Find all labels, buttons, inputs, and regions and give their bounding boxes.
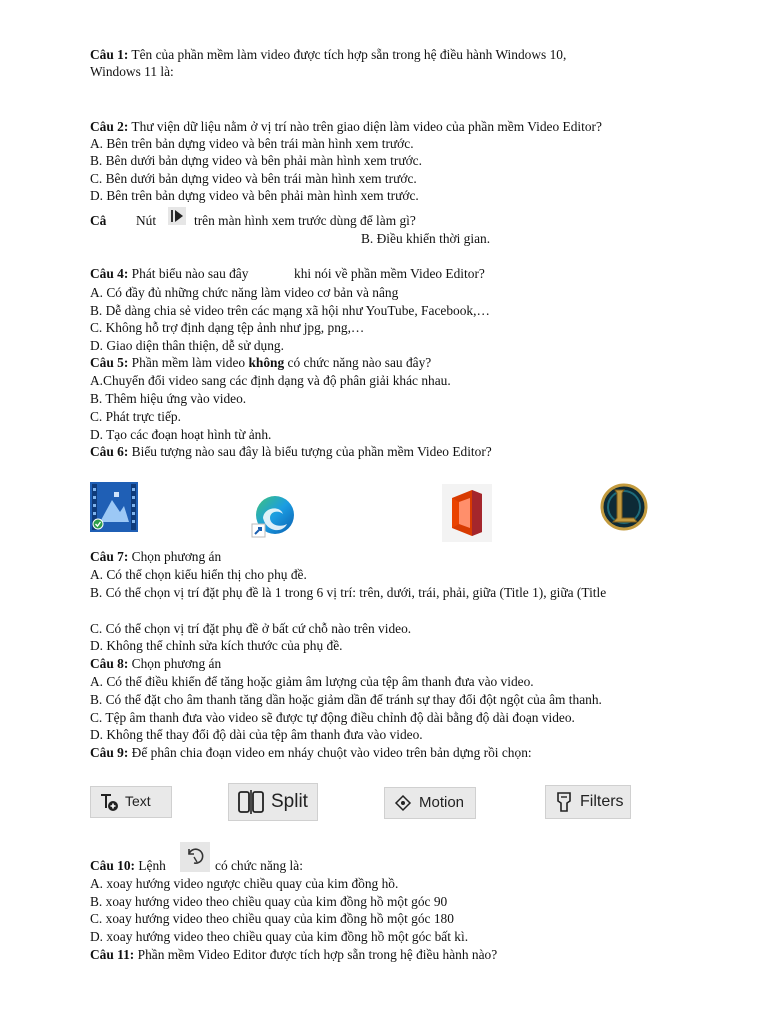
question-5: [90, 354, 431, 371]
motion-button-label: Motion: [419, 794, 465, 812]
text-add-icon: [99, 792, 119, 812]
motion-icon: [393, 793, 413, 813]
option-b: B. Điều khiển thời gian.: [361, 231, 491, 246]
filters-button-label: Filters: [580, 793, 624, 811]
option-a: A.Chuyển đổi video sang các định dạng và độ phân giải khác nhau.: [90, 373, 451, 388]
question-1: [90, 46, 566, 63]
question-label: Câu 9:: [90, 745, 129, 760]
question-text: Nút: [136, 213, 157, 228]
option-c: C. Phát trực tiếp.: [90, 409, 181, 424]
question-text: khi nói về phần mềm Video Editor?: [294, 266, 485, 281]
question-label: Câ: [90, 213, 107, 228]
question-9: [90, 744, 532, 761]
question-text: có chức năng nào sau đây?: [284, 355, 432, 370]
question-text: Lệnh: [135, 858, 166, 873]
option-a: A. xoay hướng video ngược chiều quay của kim đồng hồ.: [90, 876, 399, 891]
question-6: [90, 443, 492, 460]
option-c: C. Bên dưới bản dựng video và bên trái màn hình xem trước.: [90, 171, 417, 186]
rotate-icon: [180, 842, 210, 872]
question-11: [90, 946, 497, 963]
question-text: Chọn phương án: [128, 656, 222, 671]
option-c: C. Tệp âm thanh đưa vào video sẽ được tự động điều chỉnh độ dài bằng độ dài đoạn video.: [90, 710, 575, 725]
option-c: C. Có thể chọn vị trí đặt phụ đề ở bất cứ chỗ nào trên video.: [90, 621, 412, 636]
question-label: Câu 1:: [90, 47, 129, 62]
option-b: B. xoay hướng video theo chiều quay của kim đồng hồ một góc 90: [90, 894, 448, 909]
split-button[interactable]: [228, 783, 318, 821]
question-2: [90, 118, 602, 135]
question-label: Câu 7:: [90, 549, 129, 564]
option-a: A. Có thể chọn kiểu hiển thị cho phụ đề.: [90, 567, 307, 582]
question-label: Câu 10:: [90, 858, 136, 873]
option-b: B. Có thể đặt cho âm thanh tăng dần hoặc giảm dần để tránh sự thay đổi đột ngột của âm thanh.: [90, 692, 602, 707]
option-c: C. xoay hướng video theo chiều quay của kim đồng hồ một góc 180: [90, 911, 454, 926]
office-icon: [442, 484, 492, 542]
option-d: D. Không thể thay đổi độ dài của tệp âm thanh đưa vào video.: [90, 727, 423, 742]
question-7: [90, 548, 221, 565]
filters-button[interactable]: [545, 785, 631, 819]
option-d: D. xoay hướng video theo chiều quay của kim đồng hồ một góc bất kì.: [90, 929, 469, 944]
question-text-continued: Windows 11 là:: [90, 64, 174, 79]
option-d: D. Giao diện thân thiện, dễ sử dụng.: [90, 338, 284, 353]
question-10: [90, 857, 166, 874]
edge-icon: [250, 494, 298, 540]
question-text: Phần mềm Video Editor được tích hợp sẵn trong hệ điều hành nào?: [134, 947, 498, 962]
question-label: Câu 4:: [90, 266, 129, 281]
option-a: A. Có đầy đủ những chức năng làm video cơ bản và nâng: [90, 285, 399, 300]
option-b: B. Dễ dàng chia sẻ video trên các mạng xã hội như YouTube, Facebook,…: [90, 303, 490, 318]
filters-icon: [554, 791, 574, 813]
question-text: Để phân chia đoạn video em nháy chuột vào video trên bản dựng rồi chọn:: [128, 745, 532, 760]
question-3: [90, 212, 106, 229]
option-b: B. Bên dưới bản dựng video và bên phải màn hình xem trước.: [90, 153, 422, 168]
question-label: Câu 2:: [90, 119, 129, 134]
question-label: Câu 6:: [90, 444, 129, 459]
question-text: Tên của phần mềm làm video được tích hợp sẵn trong hệ điều hành Windows 10,: [128, 47, 567, 62]
text-button-label: Text: [125, 793, 151, 810]
split-icon: [237, 789, 265, 815]
play-icon: [168, 207, 186, 225]
question-label: Câu 8:: [90, 656, 129, 671]
option-d: D. Tạo các đoạn hoạt hình từ ảnh.: [90, 427, 272, 442]
question-text: Biểu tượng nào sau đây là biểu tượng của phần mềm Video Editor?: [128, 444, 492, 459]
question-8: [90, 655, 221, 672]
question-text-bold: không: [248, 355, 285, 370]
question-text: có chức năng là:: [215, 858, 303, 873]
question-text: Phát biểu nào sau đây: [128, 266, 249, 281]
option-a: A. Có thể điều khiển để tăng hoặc giảm âm lượng của tệp âm thanh đưa vào video.: [90, 674, 534, 689]
question-text: Phần mềm làm video: [128, 355, 249, 370]
question-text: Thư viện dữ liệu nằm ở vị trí nào trên giao diện làm video của phần mềm Video Editor?: [128, 119, 602, 134]
question-label: Câu 11:: [90, 947, 135, 962]
question-4: [90, 265, 248, 282]
option-b: B. Có thể chọn vị trí đặt phụ đề là 1 trong 6 vị trí: trên, dưới, trái, phải, giữa (Title 1), giữa (Title: [90, 585, 607, 600]
video-editor-icon: [90, 482, 138, 532]
option-d: D. Không thể chỉnh sửa kích thước của phụ đề.: [90, 638, 343, 653]
option-d: D. Bên trên bản dựng video và bên phải màn hình xem trước.: [90, 188, 419, 203]
question-text: trên màn hình xem trước dùng để làm gì?: [194, 213, 416, 228]
option-c: C. Không hỗ trợ định dạng tệp ảnh như jpg, png,…: [90, 320, 365, 335]
text-button[interactable]: [90, 786, 172, 818]
question-label: Câu 5:: [90, 355, 129, 370]
league-of-legends-icon: [600, 482, 648, 532]
option-a: A. Bên trên bản dựng video và bên trái màn hình xem trước.: [90, 136, 414, 151]
question-text: Chọn phương án: [128, 549, 222, 564]
split-button-label: Split: [271, 791, 308, 813]
motion-button[interactable]: [384, 787, 476, 819]
option-b: B. Thêm hiệu ứng vào video.: [90, 391, 247, 406]
